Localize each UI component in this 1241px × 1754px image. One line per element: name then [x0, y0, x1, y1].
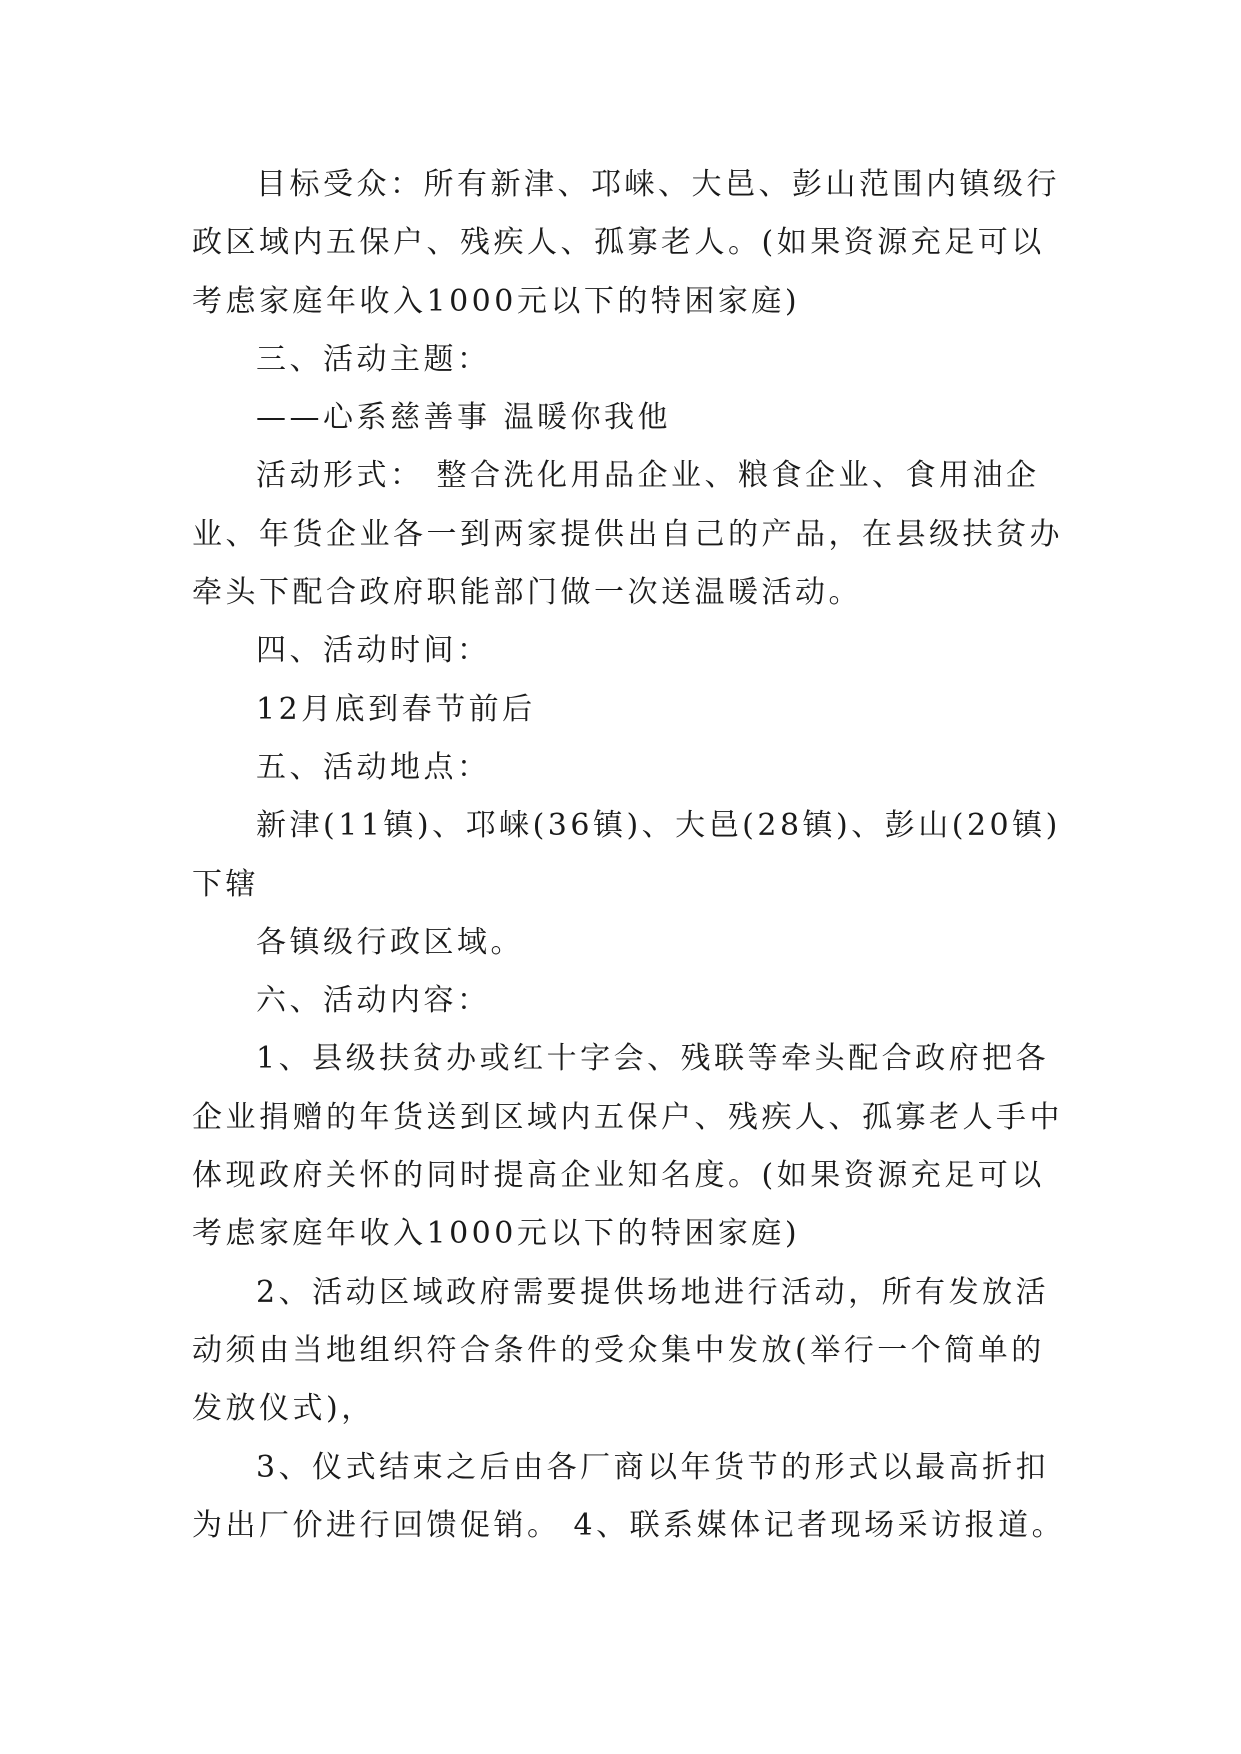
paragraph-line: 3、仪式结束之后由各厂商以年货节的形式以最高折扣 — [256, 1449, 1050, 1485]
section-heading: 六、活动内容： — [256, 983, 491, 1019]
paragraph-line: 活动形式： 整合洗化用品企业、粮食企业、食用油企 — [256, 458, 1040, 494]
paragraph-line: 2、活动区域政府需要提供场地进行活动，所有发放活 — [256, 1274, 1050, 1310]
paragraph-line: 新津(11镇)、邛崃(36镇)、大邑(28镇)、彭山(20镇) — [256, 808, 1061, 844]
paragraph-line: 体现政府关怀的同时提高企业知名度。(如果资源充足可以 — [192, 1158, 1045, 1194]
paragraph-line: 目标受众：所有新津、邛崃、大邑、彭山范围内镇级行 — [256, 167, 1060, 202]
paragraph-line: 1、县级扶贫办或红十字会、残联等牵头配合政府把各 — [256, 1041, 1050, 1077]
paragraph-line: 考虑家庭年收入1000元以下的特困家庭) — [192, 1216, 801, 1252]
paragraph-line: 牵头下配合政府职能部门做一次送温暖活动。 — [192, 575, 862, 611]
paragraph-line: 为出厂价进行回馈促销。 4、联系媒体记者现场采访报道。 — [192, 1507, 1066, 1543]
document-body — [192, 156, 1072, 1555]
paragraph-line: ——心系慈善事 温暖你我他 — [256, 400, 672, 436]
section-heading: 五、活动地点： — [256, 749, 491, 785]
section-heading: 四、活动时间： — [256, 633, 491, 669]
paragraph-line: 下辖 — [192, 866, 259, 902]
paragraph-line: 政区域内五保户、残疾人、孤寡老人。(如果资源充足可以 — [192, 225, 1045, 261]
paragraph-line: 各镇级行政区域。 — [256, 924, 524, 960]
section-heading: 三、活动主题： — [256, 341, 491, 377]
paragraph-line: 企业捐赠的年货送到区域内五保户、残疾人、孤寡老人手中 — [192, 1099, 1063, 1135]
paragraph-line: 发放仪式)， — [192, 1391, 375, 1427]
paragraph-line: 业、年货企业各一到两家提供出自己的产品，在县级扶贫办 — [192, 516, 1063, 552]
paragraph-line: 动须由当地组织符合条件的受众集中发放(举行一个简单的 — [192, 1332, 1045, 1368]
paragraph-line: 12月底到春节前后 — [256, 691, 536, 727]
paragraph-line: 考虑家庭年收入1000元以下的特困家庭) — [192, 283, 801, 319]
